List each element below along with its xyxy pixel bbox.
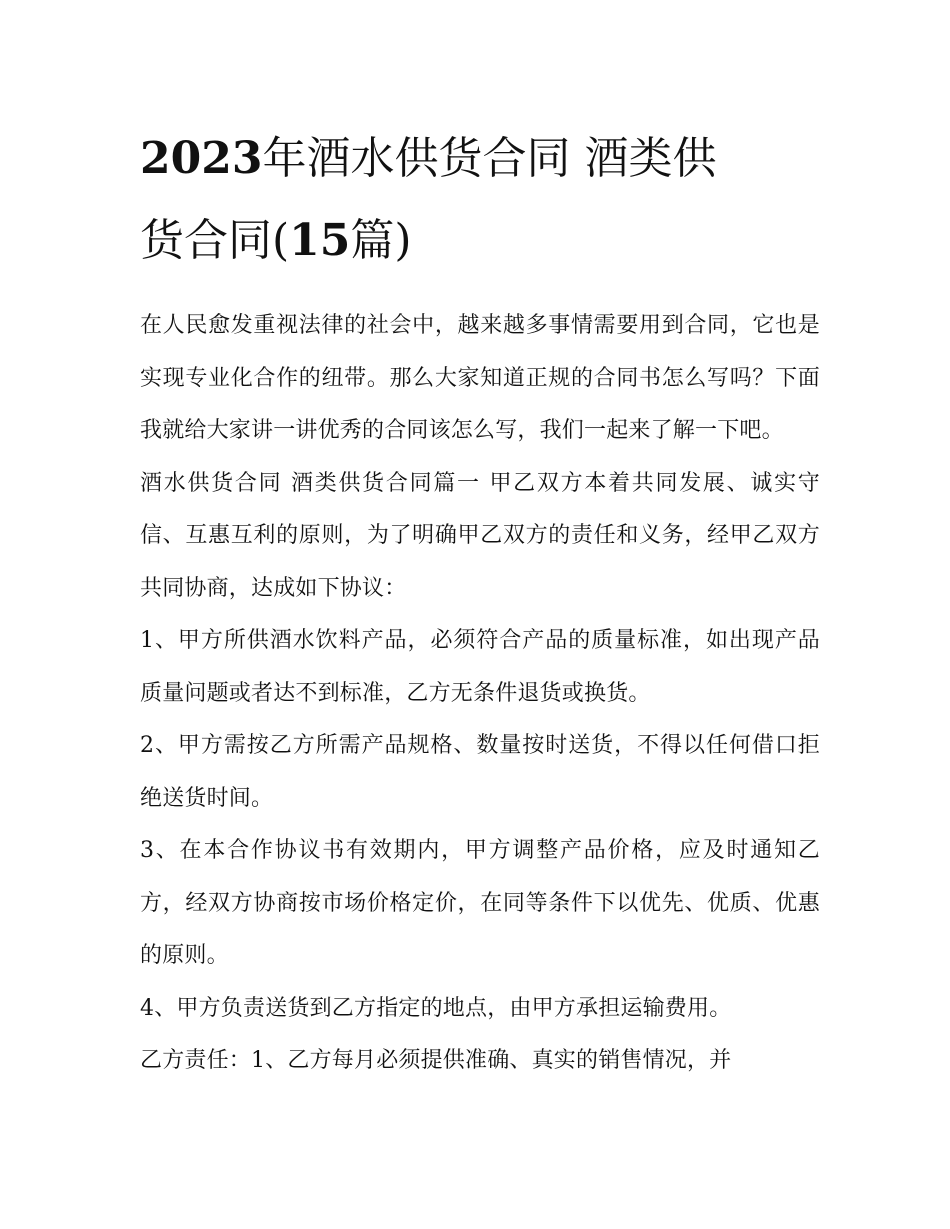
title-text-part3: 篇) xyxy=(350,215,412,266)
clause-3-paragraph: 3、在本合作协议书有效期内，甲方调整产品价格，应及时通知乙方，经双方协商按市场价格定价，在同等条件下以优先、优质、优惠的原则。 xyxy=(140,838,820,968)
clause-4-paragraph: 4、甲方负责送货到乙方指定的地点，由甲方承担运输费用。 xyxy=(140,995,732,1021)
document-page xyxy=(140,118,820,1088)
title-year: 2023 xyxy=(140,133,263,184)
clause-1-paragraph: 1、甲方所供酒水饮料产品，必须符合产品的质量标准，如出现产品质量问题或者达不到标准，乙方无条件退货或换货。 xyxy=(140,628,820,706)
party-b-responsibility-paragraph: 乙方责任：1、乙方每月必须提供准确、真实的销售情况，并 xyxy=(140,1048,732,1073)
title-count: 15 xyxy=(289,215,351,266)
title-text-part2: 货合同( xyxy=(140,215,290,266)
document-title xyxy=(140,118,820,282)
contract-preamble-paragraph: 酒水供货合同 酒类供货合同篇一 甲乙双方本着共同发展、诚实守信、互惠互利的原则，为了明确甲乙双方的责任和义务，经甲乙双方共同协商，达成如下协议： xyxy=(140,470,820,601)
intro-paragraph: 在人民愈发重视法律的社会中，越来越多事情需要用到合同，它也是实现专业化合作的纽带。那么大家知道正规的合同书怎么写吗？下面我就给大家讲一讲优秀的合同该怎么写，我们一起来了解一下吧。 xyxy=(140,313,820,443)
title-text-part1: 年酒水供货合同 酒类供 xyxy=(262,133,717,184)
clause-2-paragraph: 2、甲方需按乙方所需产品规格、数量按时送货，不得以任何借口拒绝送货时间。 xyxy=(140,733,820,811)
